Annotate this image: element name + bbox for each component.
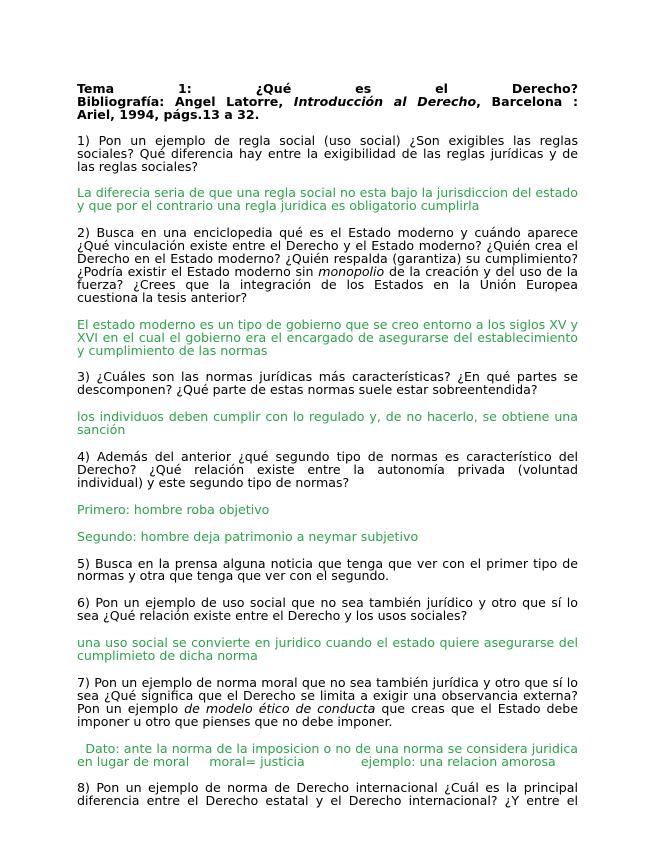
answer-2: El estado moderno es un tipo de gobierno que se creo entorno a los siglos XV y XVI en el cual el gobierno era el encargado de asegurarse del establecimiento y cumplimiento de las normas [77,316,578,358]
question-2 [77,227,578,304]
question-1: 1) Pon un ejemplo de regla social (uso social) ¿Son exigibles las reglas sociales? Qué diferencia hay entre la exigibilidad de las reglas jurídicas y de las reglas sociales? [77,132,578,174]
question-8: 8) Pon un ejemplo de norma de Derecho internacional ¿Cuál es la principal diferencia entre el Derecho estatal y el Derecho internacional? ¿Y entre el [77,780,578,809]
question-7 [77,677,578,729]
answer-4a: Primero: hombre roba objetivo [77,501,270,517]
answer-4b: Segundo: hombre deja patrimonio a neymar subjetivo [77,528,419,544]
header-publisher-line: Ariel, 1994, págs.13 a 32. [77,106,260,122]
header-word: Tema [77,81,115,96]
document-body [77,81,583,822]
answer-3: los individuos deben cumplir con lo regulado y, de no hacerlo, se obtiene una sanción [77,409,578,438]
document-header [77,83,578,122]
question-6: 6) Pon un ejemplo de uso social que no sea también jurídico y otro que sí lo sea ¿Qué relación existe entre el Derecho y los usos sociales? [77,595,578,624]
bibliography-suffix: , Barcelona : [476,93,578,109]
bibliography-prefix: Bibliografía: Angel Latorre, [77,93,284,109]
question-5: 5) Busca en la prensa alguna noticia que tenga que ver con el primer tipo de normas y otra que tenga que ver con el segundo. [77,555,578,584]
question-4: 4) Además del anterior ¿qué segundo tipo de normas es característico del Derecho? ¿Qué relación existe entre la autonomía privada (voluntad individual) y este segundo tipo de normas? [77,449,578,490]
question-2-text-end: de la creación y del uso de la fuerza? ¿Crees que la integración de los Estados en la Unión Europea cuestiona la tesis anterior? [77,263,578,305]
question-7-emphasis: de modelo ético de conducta [184,700,376,716]
question-3: 3) ¿Cuáles son las normas jurídicas más características? ¿En qué partes se descomponen? ¿Qué parte de estas normas suele estar sobreentendida? [77,369,578,398]
question-7-text-end: que creas que el Estado debe imponer u otro que pienses que no debe imponer. [77,700,579,729]
question-2-text: 2) Busca en una enciclopedia qué es el Estado moderno y cuándo aparece ¿Qué vinculación existe entre el Derecho y el Estado moderno? ¿Quién crea el Derecho en el Estado moderno? ¿Quién respalda (garantiza) su cumplimiento? ¿Podría existir el Estado moderno sin [77,225,578,279]
header-word: Derecho? [511,81,579,96]
answer-1: La diferecia seria de que una regla social no esta bajo la jurisdiccion del estado y que por el contrario una regla juridica es obligatorio cumplirla [77,185,578,214]
answer-7: Dato: ante la norma de la imposicion o no de una norma se considera juridica en lugar de moral moral= justicia ejemplo: una relacion amorosa [77,740,583,769]
header-word: ¿Qué [255,81,292,96]
question-7-text: 7) Pon un ejemplo de norma moral que no sea también jurídica y otro que sí lo sea ¿Qué significa que el Derecho se limita a exigir una observancia externa? Pon un ejemplo [77,675,578,716]
header-word: el [435,81,448,96]
bibliography-book-title: Introducción al Derecho [293,93,477,109]
header-word: 1: [178,81,192,96]
question-2-emphasis: monopolio [318,263,385,279]
header-word: es [355,81,372,96]
answer-6: una uso social se convierte en juridico cuando el estado quiere asegurarse del cumplimieto de dicha norma [77,635,578,664]
